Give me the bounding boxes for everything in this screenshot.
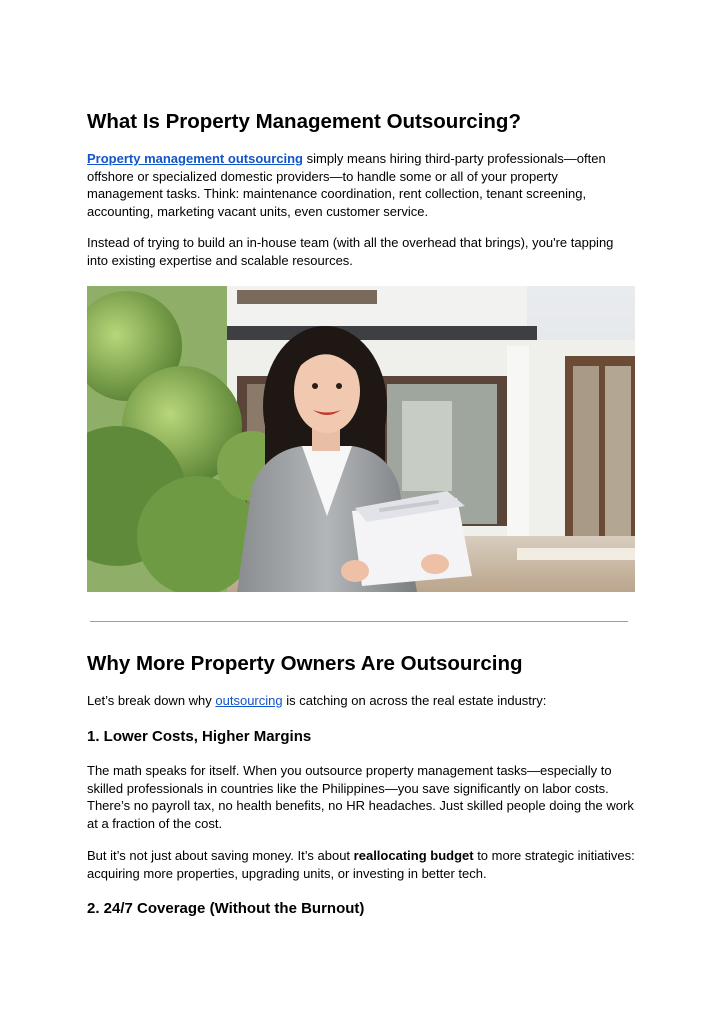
definition-text: simply means hiring third-party professionals—often offshore or specialized domestic providers—to handle some or all of your property management tasks. Think: maintenance coordination, rent collection, tenant screening, accounting, marketing vacant units, even customer service.	[87, 151, 606, 219]
horizontal-divider	[90, 621, 628, 622]
intro-after-text: is catching on across the real estate industry:	[282, 693, 547, 708]
agent-with-clipboard-photo	[87, 286, 635, 592]
paragraph-intro	[87, 692, 635, 710]
outsourcing-link[interactable]: outsourcing	[215, 693, 283, 708]
paragraph-cost-savings: The math speaks for itself. When you outsource property management tasks—especially to skilled professionals in countries like the Philippines—you save significantly on labor costs. There’s no payroll tax, no health benefits, no HR headaches. Just skilled people doing the work at a fraction of the cost.	[87, 763, 634, 831]
budget-before-text: But it’s not just about saving money. It’s about	[87, 848, 354, 863]
budget-after-text: to more strategic initiatives: acquiring more properties, upgrading units, or investing in better tech.	[87, 848, 635, 881]
reallocating-budget-bold: reallocating budget	[353, 848, 474, 863]
subheading-lower-costs: 1. Lower Costs, Higher Margins	[87, 728, 312, 745]
paragraph-reallocating-budget	[87, 847, 635, 882]
intro-before-text: Let’s break down why	[87, 693, 216, 708]
section-heading-what-is: What Is Property Management Outsourcing?	[87, 110, 521, 133]
paragraph-definition	[87, 150, 635, 220]
subheading-24-7-coverage: 2. 24/7 Coverage (Without the Burnout)	[87, 900, 365, 917]
property-management-outsourcing-link[interactable]: Property management outsourcing	[87, 151, 303, 166]
paragraph-in-house: Instead of trying to build an in-house team (with all the overhead that brings), you're tapping into existing expertise and scalable resources.	[87, 235, 614, 268]
section-heading-why-outsourcing: Why More Property Owners Are Outsourcing	[87, 652, 523, 675]
